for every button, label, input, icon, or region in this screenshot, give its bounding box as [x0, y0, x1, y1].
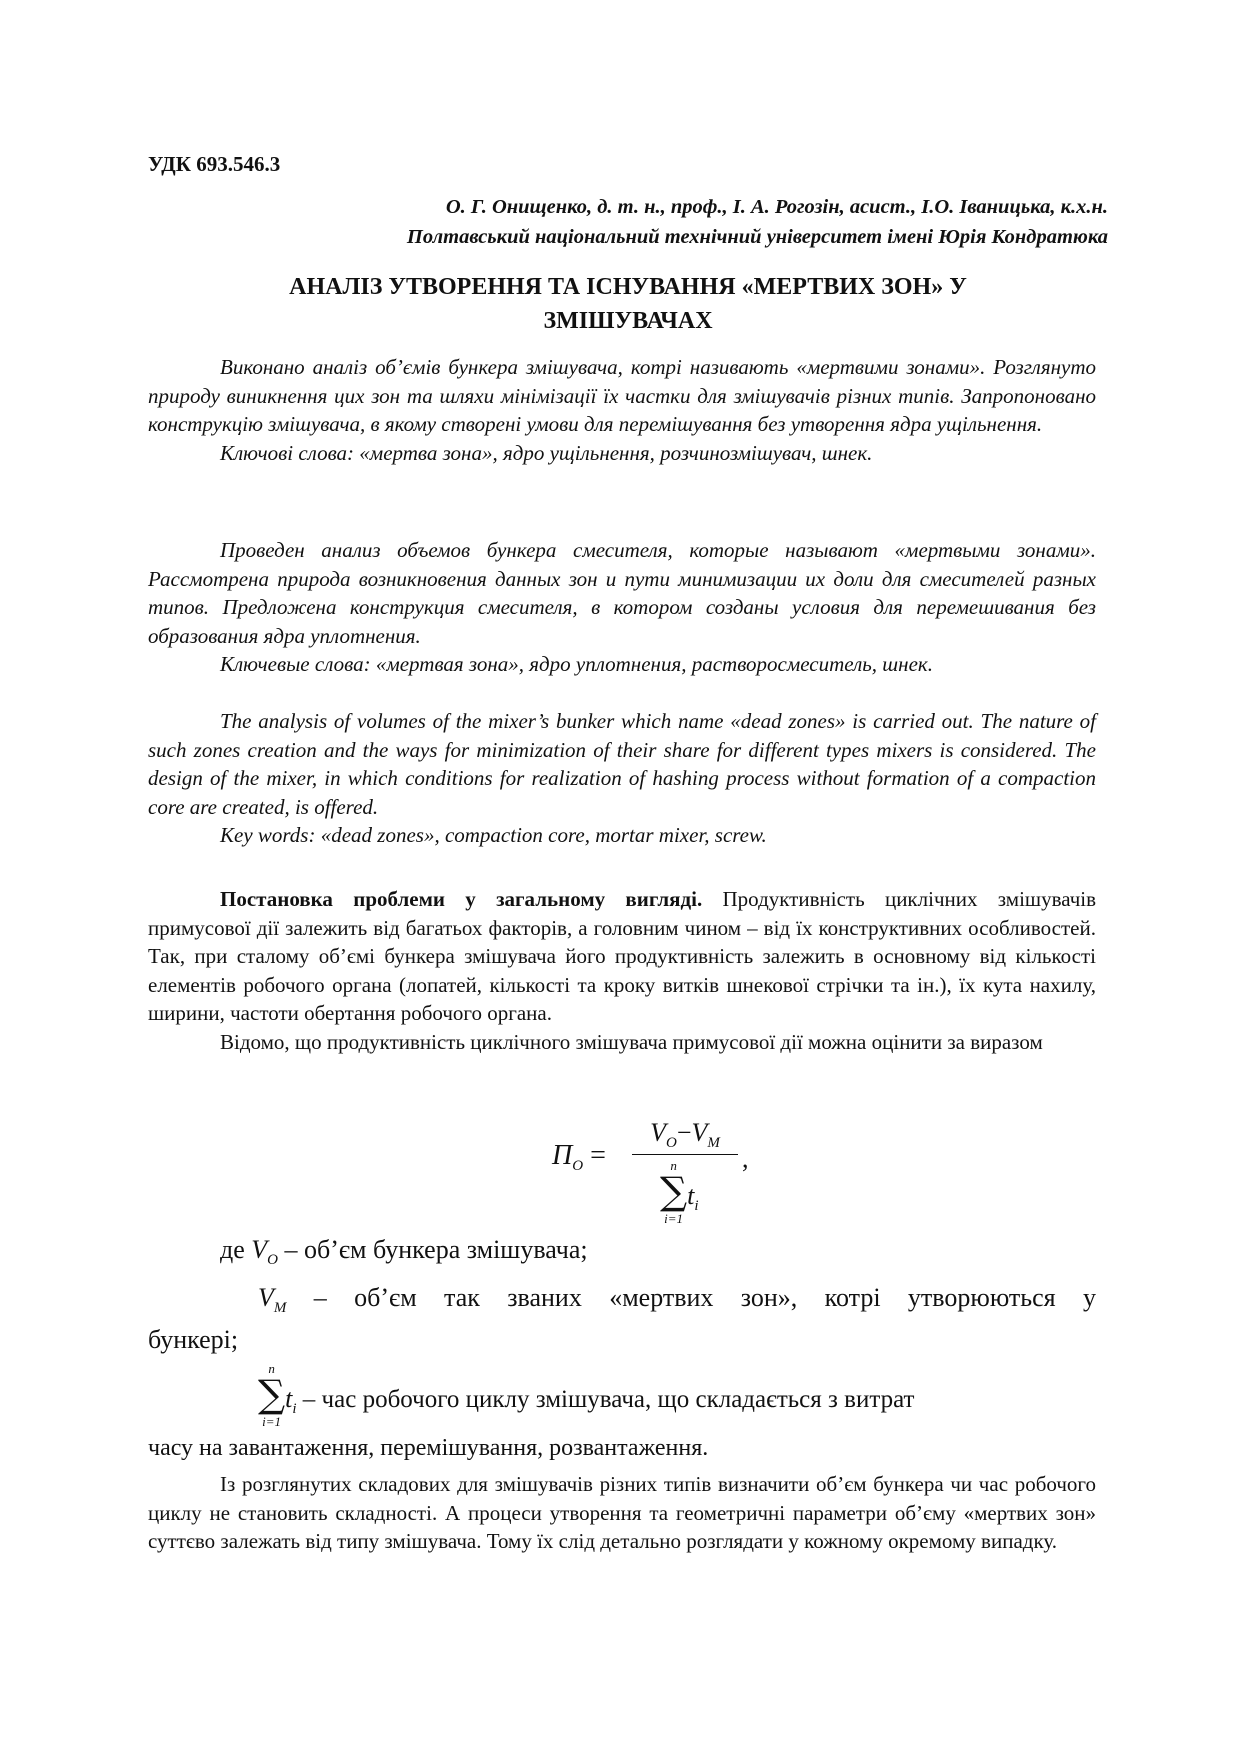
- abstract-en-keywords: Key words: «dead zones», compaction core, mortar mixer, screw.: [220, 823, 767, 847]
- definition-sum: [148, 1361, 1096, 1429]
- abstract-ua-keywords: Ключові слова: «мертва зона», ядро ущільнення, розчинозмішувач, шнек.: [220, 440, 873, 465]
- def1-prefix: де: [220, 1235, 252, 1264]
- abstract-en: [148, 707, 1096, 850]
- def3-lower: i=1: [262, 1414, 282, 1429]
- formula-comma: ,: [742, 1144, 749, 1173]
- paragraph-1: [148, 885, 1096, 1028]
- abstract-ru: [148, 536, 1096, 679]
- udc-code: УДК 693.546.3: [148, 152, 281, 176]
- productivity-formula: [552, 1118, 782, 1228]
- abstract-ru-keywords: Ключевые слова: «мертвая зона», ядро уплотнения, растворосмеситель, шнек.: [220, 652, 933, 676]
- def3-var: t: [285, 1384, 293, 1413]
- formula-denominator: [660, 1158, 699, 1226]
- sum-lower: i=1: [664, 1211, 684, 1226]
- paragraph-3: Із розглянутих складових для змішувачів різних типів визначити об’єм бункера чи час робочого циклу не становить складності. А процеси утворення та геометричні параметри об’єму «мертвих зон» суттєво залежать від типу змішувача. Тому їх слід детально розглядати у кожному окремому випадку.: [148, 1472, 1096, 1553]
- formula-equals: =: [590, 1140, 606, 1171]
- def1-text: – об’єм бункера змішувача;: [278, 1235, 588, 1264]
- title-line-2: ЗМІШУВАЧАХ: [543, 308, 713, 334]
- paper-title: [148, 270, 1108, 338]
- sum-upper: n: [670, 1158, 677, 1173]
- section-heading: Постановка проблеми у загальному вигляді.: [220, 887, 703, 911]
- formula-vm: V: [691, 1118, 708, 1147]
- abstract-ua-text: Виконано аналіз об’ємів бункера змішувача, котрі називають «мертвими зонами». Розглянуто природу виникнення цих зон та шляхи мінімізації їх частки для змішувачів різних типів. Запропоновано конструкцію змішувача, в якому створені умови для перемішування без утворення ядра ущільнення.: [148, 355, 1096, 436]
- formula-numerator: [630, 1118, 740, 1152]
- def2-sub: M: [273, 1300, 287, 1316]
- formula-lhs-sub: O: [572, 1158, 584, 1174]
- definition-sum-continued: часу на завантаження, перемішування, розвантаження.: [148, 1435, 709, 1461]
- sigma-symbol: n ∑ i=1: [660, 1158, 688, 1226]
- formula-minus: −: [676, 1118, 692, 1147]
- body-closing: [148, 1470, 1096, 1556]
- paragraph-1-text: Продуктивність циклічних змішувачів примусової дії залежить від багатьох факторів, а головним чином – від їх конструктивних особливостей. Так, при сталому об’ємі бункера змішувача його продуктивність залежить в основному від кількості елементів робочого органа (лопатей, кількості та кроку витків шнекової стрічки та ін.), їх кута нахилу, ширини, частоти обертання робочого органа.: [148, 887, 1097, 1025]
- def2-text: – об’єм так званих «мертвих зон», котрі утворюються у: [286, 1283, 1096, 1312]
- title-line-1: АНАЛІЗ УТВОРЕННЯ ТА ІСНУВАННЯ «МЕРТВИХ ЗОН» У: [289, 274, 967, 300]
- def2-var: V: [258, 1283, 274, 1312]
- abstract-ua: [148, 353, 1096, 467]
- author-block: [407, 192, 1108, 252]
- formula-t-sub: i: [694, 1198, 699, 1214]
- formula-vo-sub: O: [665, 1135, 677, 1151]
- authors: О. Г. Онищенко, д. т. н., проф., І. А. Рогозін, асист., І.О. Іваницька, к.х.н.: [445, 196, 1108, 218]
- def3-text: – час робочого циклу змішувача, що складається з витрат: [296, 1386, 915, 1413]
- formula-vm-sub: M: [707, 1135, 720, 1151]
- definition-vm-continued: бункері;: [148, 1325, 239, 1354]
- def3-sub: i: [292, 1401, 297, 1417]
- fraction-bar: [632, 1154, 738, 1155]
- paragraph-2: Відомо, що продуктивність циклічного змішувача примусової дії можна оцінити за виразом: [220, 1029, 1043, 1054]
- def3-upper: n: [268, 1361, 275, 1376]
- formula-vo: V: [650, 1118, 666, 1147]
- formula-t: t: [687, 1181, 695, 1210]
- sigma-symbol: n ∑ i=1: [258, 1361, 286, 1429]
- abstract-ru-text: Проведен анализ объемов бункера смесителя, которые называют «мертвыми зонами». Рассмотрена природа возникновения данных зон и пути минимизации их доли для смесителей разных типов. Предложена конструкция смесителя, в котором созданы условия для перемешивания без образования ядра уплотнения.: [148, 538, 1096, 648]
- definition-vm: [148, 1283, 1096, 1317]
- affiliation: Полтавський національний технічний університет імені Юрія Кондратюка: [406, 226, 1108, 248]
- definition-vo: [148, 1235, 1096, 1269]
- def1-var: V: [251, 1235, 268, 1264]
- formula-lhs: П: [552, 1140, 573, 1171]
- body-section: [148, 885, 1096, 1056]
- abstract-en-text: The analysis of volumes of the mixer’s bunker which name «dead zones» is carried out. The nature of such zones creation and the ways for minimization of their share for different types mixers is considered. The design of the mixer, in which conditions for realization of hashing process without formation of a compaction core are created, is offered.: [148, 709, 1096, 819]
- def1-sub: O: [267, 1252, 279, 1268]
